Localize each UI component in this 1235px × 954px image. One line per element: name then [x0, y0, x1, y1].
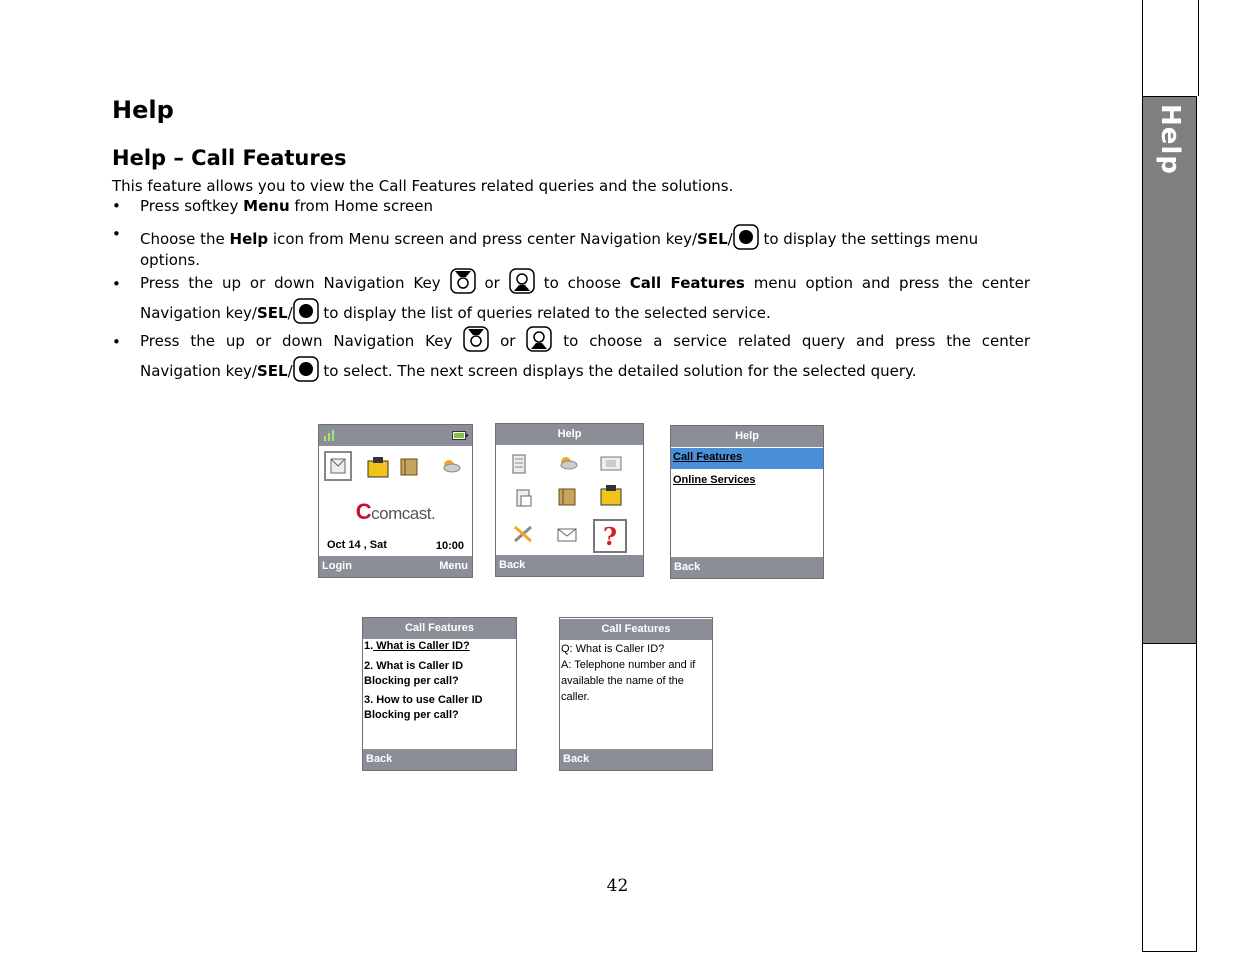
answer-line: A: Telephone number and if [561, 659, 696, 671]
call-features-screen [362, 617, 517, 771]
item-number: 1. [364, 640, 374, 652]
help-icon: ? [602, 522, 618, 551]
intro-text: This feature allows you to view the Call Features related queries and the solutions. [112, 177, 734, 195]
bullet-bold: Help [229, 230, 269, 248]
signal-icon [323, 428, 337, 442]
side-tab-top [1142, 0, 1199, 96]
bullet-text: or [484, 274, 500, 292]
softkey-back[interactable]: Back [366, 753, 393, 765]
softkey-bar [560, 749, 712, 770]
page-number: 42 [606, 876, 629, 896]
weather-icon [557, 454, 579, 472]
bullet-dot: • [112, 197, 121, 215]
tools-icon [512, 524, 534, 544]
bullet-bold: Call Features [629, 274, 745, 292]
bullet-dot: • [112, 275, 121, 293]
bullet-text: to choose a service related query and press the center [563, 332, 1030, 350]
bullet-text: Choose the [140, 230, 230, 248]
item-text: What is Caller ID? [373, 640, 470, 652]
screen-title: Call Features [363, 618, 516, 639]
item-text: 3. How to use Caller ID [364, 694, 483, 706]
bullet-text: from Home screen [289, 197, 434, 215]
bullet-bold: Menu [243, 197, 290, 215]
list-item-online-services[interactable]: Online Services [673, 474, 756, 486]
softkey-back[interactable]: Back [499, 559, 526, 571]
item-text: Blocking per call? [364, 675, 459, 687]
item-text: Blocking per call? [364, 709, 459, 721]
bullet-text: Press softkey [140, 197, 244, 215]
brand-text: comcast. [371, 504, 436, 523]
softkey-bar [671, 557, 823, 578]
mail-icon [557, 528, 577, 542]
bullet-text: Press the up or down Navigation Key [140, 274, 441, 292]
bullet-text: or [500, 332, 516, 350]
nav-center-key-icon [293, 356, 319, 382]
sel-label: SEL [256, 304, 288, 322]
home-screen [318, 424, 473, 578]
notebook-icon [399, 457, 419, 477]
messages-icon [515, 488, 533, 510]
bullet-text: options. [140, 251, 201, 269]
help-list-screen [670, 425, 824, 579]
status-bar [319, 425, 472, 446]
menu-screen [495, 423, 644, 577]
nav-up-key-icon [463, 326, 489, 352]
list-item[interactable] [364, 640, 470, 652]
battery-icon [452, 431, 468, 440]
section-title: Help – Call Features [112, 146, 347, 170]
answer-screen [559, 617, 713, 771]
screen-title: Call Features [560, 619, 712, 640]
comcast-logo: Ccomcast. [355, 499, 436, 524]
softkey-bar [496, 555, 643, 576]
sel-label: SEL [697, 230, 728, 248]
bullet-dot: • [112, 333, 121, 351]
page-title: Help [112, 96, 174, 124]
screen-title: Help [496, 424, 643, 445]
nav-center-key-icon [733, 224, 759, 250]
help-menu-item[interactable] [593, 519, 627, 553]
bullet-text: icon from Menu screen and press center Navigation key/ [268, 230, 698, 248]
screen-title: Help [671, 426, 823, 447]
bullet-text: Navigation key/ [140, 362, 257, 380]
side-tab-label: Help [1155, 104, 1185, 175]
side-tab [1142, 96, 1197, 644]
bullet-text: to display the list of queries related to the selected service. [318, 304, 771, 322]
messages-icon [324, 451, 352, 481]
bullet-dot: • [112, 225, 121, 243]
question-text: Q: What is Caller ID? [561, 643, 665, 655]
notebook-icon [557, 487, 577, 507]
nav-up-key-icon [450, 268, 476, 294]
phonebook-icon [367, 456, 389, 478]
softkey-login[interactable]: Login [322, 560, 352, 572]
bullet-text: to select. The next screen displays the detailed solution for the selected query. [318, 362, 917, 380]
answer-line: available the name of the [561, 675, 684, 687]
side-tab-bottom [1142, 644, 1197, 952]
softkey-bar [363, 749, 516, 770]
softkey-back[interactable]: Back [563, 753, 590, 765]
bullet-text: Navigation key/ [140, 304, 257, 322]
home-date: Oct 14 , Sat [327, 539, 387, 551]
bullet-text: Press the up or down Navigation Key [140, 332, 453, 350]
bullet-text: to choose [543, 274, 621, 292]
nav-center-key-icon [293, 298, 319, 324]
phonebook-icon [600, 484, 622, 506]
list-item-call-features[interactable]: Call Features [673, 451, 743, 463]
answer-text [561, 641, 695, 705]
weather-icon [440, 457, 462, 475]
settings-panel-icon [600, 454, 622, 472]
bullet-text: to display the settings menu [758, 230, 979, 248]
sel-label: SEL [256, 362, 288, 380]
bullet-text: menu option and press the center [753, 274, 1030, 292]
softkey-bar [319, 556, 472, 577]
list-item[interactable] [364, 693, 483, 723]
home-time: 10:00 [435, 540, 464, 552]
item-text: 2. What is Caller ID [364, 660, 464, 672]
answer-line: caller. [561, 691, 590, 703]
list-item[interactable] [364, 659, 463, 689]
nav-down-key-icon [509, 268, 535, 294]
softkey-back[interactable]: Back [674, 561, 701, 573]
nav-down-key-icon [526, 326, 552, 352]
softkey-menu[interactable]: Menu [439, 560, 468, 572]
notepad-icon [512, 454, 526, 474]
